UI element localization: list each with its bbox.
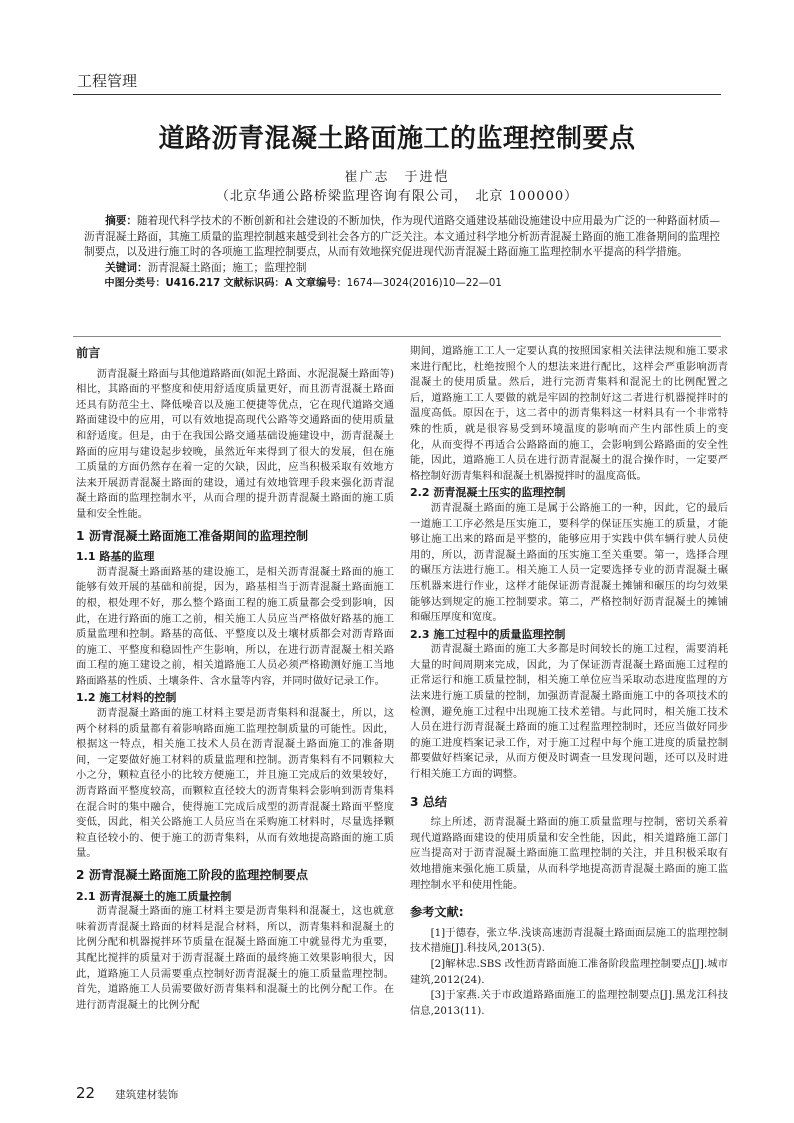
article-no-label: 文章编号：	[295, 278, 347, 290]
section-2-3-text: 沥青混凝土路面的施工大多都是时间较长的施工过程，需要消耗大量的时间周期来完成，因此，为了保证沥青混凝土路面施工过程的正常运行和施工质量控制，相关施工单位应当采取动态进度监理的方法来进行施工质量的控制，加强沥青混凝土路面施工中的各项技术的检测，避免施工过程中出现施工技术差错。与此同时，相关施工技术人员在进行沥青混凝土路面的施工过程监理控制时，还应当做好同步的施工进度档案记录工作，对于施工过程中每个施工进度的质量控制都要做好档案记录，从而方便及时调查一旦发现问题，还可以及时进行相关施工方面的调整。	[410, 643, 728, 781]
section-2-2-heading: 2.2 沥青混凝土压实的监理控制	[410, 486, 566, 500]
abstract-rule	[73, 336, 721, 337]
abstract-label: 摘要：	[105, 215, 137, 227]
page-number: 22	[76, 1084, 96, 1102]
clc-label: 中图分类号：	[104, 278, 166, 290]
section-1-2-text: 沥青混凝土路面的施工材料主要是沥青集料和混凝土，所以，这两个材料的质量都有着影响路面施工监理控制质量的可能性。因此，根据这一特点，相关施工技术人员在沥青混凝土路面施工的准备期间，一定要做好施工材料的质量监理和控制。沥青集料有不同颗粒大小之分，颗粒直径小的比较方便施工，并且施工完成后的效果较好，沥青路面平整度较高，而颗粒直径较大的沥青集料会影响到沥青集料在混合时的集中融合，使得施工完成后成型的沥青混凝土路面平整度变低，因此，相关公路施工人员应当在采购施工材料时，尽量选择颗粒直径较小的、便于施工的沥青集料，从而有效地提高路面的施工质量。	[76, 707, 394, 860]
section-1-1-heading: 1.1 路基的监理	[76, 550, 155, 564]
preface-text: 沥青混凝土路面与其他道路路面(如泥土路面、水泥混凝土路面等)相比，其路面的平整度和使用舒适度质量更好，而且沥青混凝土路面还具有防范尘土、降低噪音以及施工便捷等优点，它在现代道路交通路面建设中的应用，可以有效地提高现代公路等交通路面的使用质量和舒适度。但是，由于在我国公路交通基础设施建设中，沥青混凝土路面的应用与建设起步较晚，虽然近年来得到了很大的发展，但在施工质量的方面仍然存在着一定的欠缺，因此，应当积极采取有效地方法来开展沥青混凝土路面的建设，通过有效地管理手段来强化沥青混凝土路面的监理控制水平，从而合理的提升沥青混凝土路面的施工质量和安全性能。	[76, 367, 394, 520]
reference-item: [1]于德春，张立华.浅谈高速沥青混凝土路面面层施工的监理控制技术措施[J].科技风,2013(5).	[410, 926, 728, 955]
section-1-heading: 1 沥青混凝土路面施工准备期间的监理控制	[76, 528, 309, 543]
section-2-1-text: 沥青混凝土路面的施工材料主要是沥青集料和混凝土，这也就意味着沥青混凝土路面的材料是混合材料，所以，沥青集料和混凝土的比例分配和机器搅拌环节质量在混凝土路面施工中就显得尤为重要，其配比搅拌的质量对于沥青混凝土路面的最终施工效果影响很大，因此，道路施工人员需要重点控制好沥青混凝土的施工质量监理控制。首先，道路施工人员需要做好沥青集料和混凝土的比例分配工作。在进行沥青混凝土的比例分配	[76, 905, 394, 1011]
section-1-2-heading: 1.2 施工材料的控制	[76, 691, 177, 705]
header-rule	[73, 94, 721, 95]
abstract	[84, 214, 720, 261]
classification-line	[84, 276, 720, 292]
section-tag: 工程管理	[77, 72, 138, 90]
abstract-text: 随着现代科学技术的不断创新和社会建设的不断加快，作为现代道路交通建设基础设施建设中应用最为广泛的一种路面材质—沥青混凝土路面，其施工质量的监理控制越来越受到社会各方的广泛关注。本文通过科学地分析沥青混凝土路面的施工准备期间的监理控制要点，以及进行施工时的各项施工监理控制要点，从而有效地探究促进现代沥青混凝土路面施工监理控制水平提高的科学措施。	[84, 215, 721, 259]
section-2-1-heading: 2.1 沥青混凝土的施工质量控制	[76, 889, 232, 903]
authors: 崔广志 于进恺	[344, 170, 450, 185]
abstract-block	[84, 214, 720, 292]
references-heading: 参考文献:	[410, 905, 464, 920]
section-2-heading: 2 沥青混凝土路面施工阶段的监理控制要点	[76, 868, 309, 882]
section-3-text: 综上所述，沥青混凝土路面的施工质量监理与控制，密切关系着现代道路路面建设的使用质量和安全性能，因此，相关道路施工部门应当提高对于沥青混凝土路面施工监理控制的关注，并且积极采取有效地措施来强化施工质量，从而科学地提高沥青混凝土路面的施工监理控制水平和使用性能。	[410, 816, 728, 891]
article-title: 道路沥青混凝土路面施工的监理控制要点	[158, 124, 636, 154]
reference-item: [2]解林忠.SBS 改性沥青路面施工准备阶段监理控制要点[J].城市建筑,2012(24).	[410, 957, 728, 986]
affiliation: （北京华通公路桥梁监理咨询有限公司， 北京 100000）	[215, 189, 579, 204]
doc-code-value: A	[284, 278, 293, 290]
page-footer	[76, 1084, 178, 1102]
article-no-value: 1674—3024(2016)10—22—01	[346, 278, 502, 290]
section-2-3-heading: 2.3 施工过程中的质量监理控制	[410, 627, 566, 641]
reference-item: [3]于家燕.关于市政道路路面施工的监理控制要点[J].黑龙江科技信息,2013(11).	[410, 989, 728, 1017]
keywords-label: 关键词：	[105, 261, 148, 274]
preface-heading: 前言	[76, 346, 101, 360]
left-column	[76, 344, 394, 1013]
right-column	[410, 344, 728, 1019]
section-3-heading: 3 总结	[410, 794, 448, 809]
keywords-text: 沥青混凝土路面；施工；监理控制	[147, 261, 307, 274]
clc-value: U416.217	[165, 278, 221, 290]
section-2-2-text: 沥青混凝土路面的施工是属于公路施工的一种，因此，它的最后一道施工工序必然是压实施工，要科学的保证压实施工的质量，才能够让施工出来的路面是平整的，能够应用于实践中供车辆行驶人员使用的，所以，沥青混凝土路面的压实施工至关重要。第一，选择合理的碾压方法进行施工。相关施工人员一定要选择专业的沥青混凝土碾压机器来进行作业，这样才能保证沥青混凝土摊铺和碾压的均匀效果能够达到规定的施工控制要求。第二，严格控制好沥青混凝土的摊铺和碾压厚度和宽度。	[410, 501, 728, 624]
doc-code-label: 文献标识码：	[223, 278, 285, 290]
keywords	[84, 261, 720, 277]
section-1-1-text: 沥青混凝土路面路基的建设施工，是相关沥青混凝土路面的施工能够有效开展的基础和前提，因为，路基相当于沥青混凝土路面施工的根，根处理不好，那么整个路面工程的施工质量都会受到影响，因此，在进行路面的施工之前，相关施工人员应当严格做好路基的施工质量监理和控制。路基的高低、平整度以及土壤材质都会对沥青路面的施工、平整度和稳固性产生影响，所以，在进行沥青混凝土相关路面工程的施工建设之前，相关道路施工人员必须严格勘测好施工当地路面路基的性质、土壤条件、含水量等内容，并同时做好记录工作。	[76, 565, 394, 687]
section-2-1-continued: 期间，道路施工工人一定要认真的按照国家相关法律法规和施工要求来进行配比，杜绝按照个人的想法来进行配比，这样会严重影响沥青混凝土的使用质量。然后，进行完沥青集料和混泥土的比例配置之后，道路施工工人要做的就是牢固的控制好这二者进行机器搅拌时的温度高低。原因在于，这二者中的沥青集料这一材料具有一个非常特殊的性质，就是很容易受到环境温度的影响而产生内部性质上的变化，从而变得不再适合公路路面的施工，会影响到公路路面的安全性能，因此，道路施工人员在进行沥青混凝土的混合操作时，一定要严格控制好沥青集料和混凝土机器搅拌时的温度高低。	[410, 345, 728, 482]
journal-name: 建筑建材装饰	[115, 1089, 179, 1101]
